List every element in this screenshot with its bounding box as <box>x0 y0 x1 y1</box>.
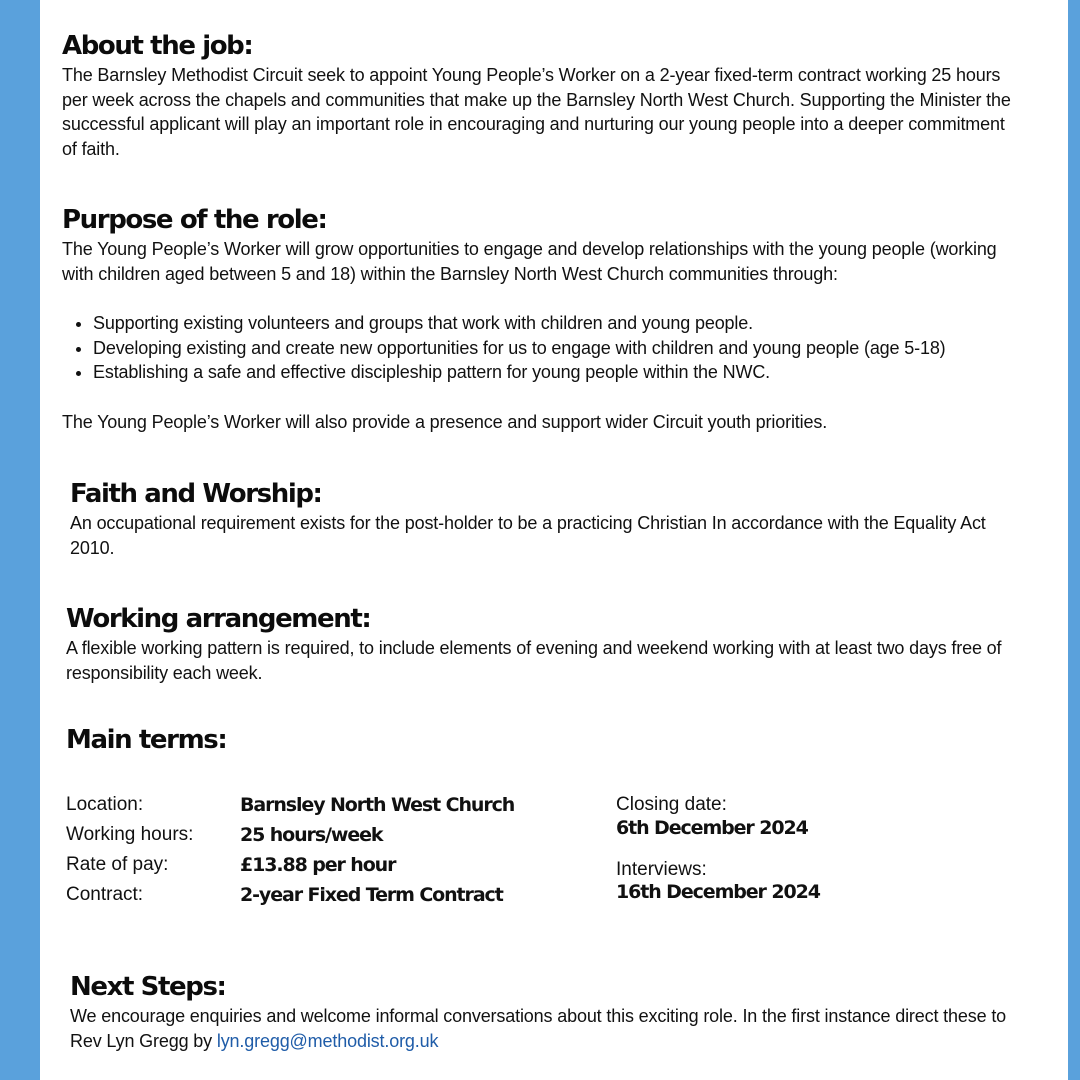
purpose-outro: The Young People’s Worker will also provide a presence and support wider Circuit youth priorities. <box>62 411 828 432</box>
purpose-heading: Purpose of the role: <box>62 205 327 235</box>
working-body: A flexible working pattern is required, to include elements of evening and weekend working with at least two days free of responsibility each week. <box>66 638 1002 683</box>
closing-date-value: 6th December 2024 <box>616 817 808 839</box>
next-steps-section <box>70 972 1020 1053</box>
terms-label: Rate of pay: <box>66 854 169 875</box>
interviews-value: 16th December 2024 <box>616 881 820 903</box>
faith-section <box>70 479 1020 560</box>
faith-body: An occupational requirement exists for the post-holder to be a practicing Christian In accordance with the Equality Act 2010. <box>70 513 986 558</box>
terms-heading: Main terms: <box>66 725 227 755</box>
about-body: The Barnsley Methodist Circuit seek to appoint Young People’s Worker on a 2-year fixed-term contract working 25 hours per week across the chapels and communities that make up the Barnsley North West Church. Supporting the Minister the successful applicant will play an important role in encouraging and nurturing our young people into a deeper commitment of faith. <box>62 65 1011 159</box>
terms-label: Contract: <box>66 884 144 905</box>
terms-section <box>66 725 1026 915</box>
terms-value: 2-year Fixed Term Contract <box>240 884 503 906</box>
working-heading: Working arrangement: <box>66 604 371 634</box>
purpose-bullet: • Establishing a safe and effective discipleship pattern for young people within the NWC. <box>93 360 1022 385</box>
terms-value: £13.88 per hour <box>240 854 396 876</box>
about-heading: About the job: <box>62 31 253 61</box>
contact-email-link[interactable]: lyn.gregg@methodist.org.uk <box>216 1030 439 1051</box>
working-section <box>66 604 1016 685</box>
terms-label: Location: <box>66 794 144 815</box>
next-steps-text: We encourage enquiries and welcome informal conversations about this exciting role. In the first instance direct these to Rev Lyn Gregg by <box>70 1006 1007 1051</box>
interviews-label: Interviews: <box>616 859 707 880</box>
purpose-bullet: • Supporting existing volunteers and groups that work with children and young people. <box>93 311 1022 336</box>
purpose-bullet: • Developing existing and create new opportunities for us to engage with children and young people (age 5-18) <box>93 336 1022 361</box>
purpose-intro: The Young People’s Worker will grow opportunities to engage and develop relationships with the young people (working with children aged between 5 and 18) within the Barnsley North West Church communities through: <box>62 239 997 284</box>
closing-date-label: Closing date: <box>616 794 727 815</box>
about-section <box>62 31 1022 161</box>
faith-heading: Faith and Worship: <box>70 479 322 509</box>
next-steps-heading: Next Steps: <box>70 972 226 1002</box>
terms-label: Working hours: <box>66 824 194 845</box>
purpose-bullet-list <box>62 311 1022 385</box>
next-steps-body <box>70 1004 1020 1053</box>
document-page <box>40 0 1068 1080</box>
terms-value: 25 hours/week <box>240 824 383 846</box>
purpose-section <box>62 205 1022 435</box>
terms-value: Barnsley North West Church <box>240 794 515 816</box>
